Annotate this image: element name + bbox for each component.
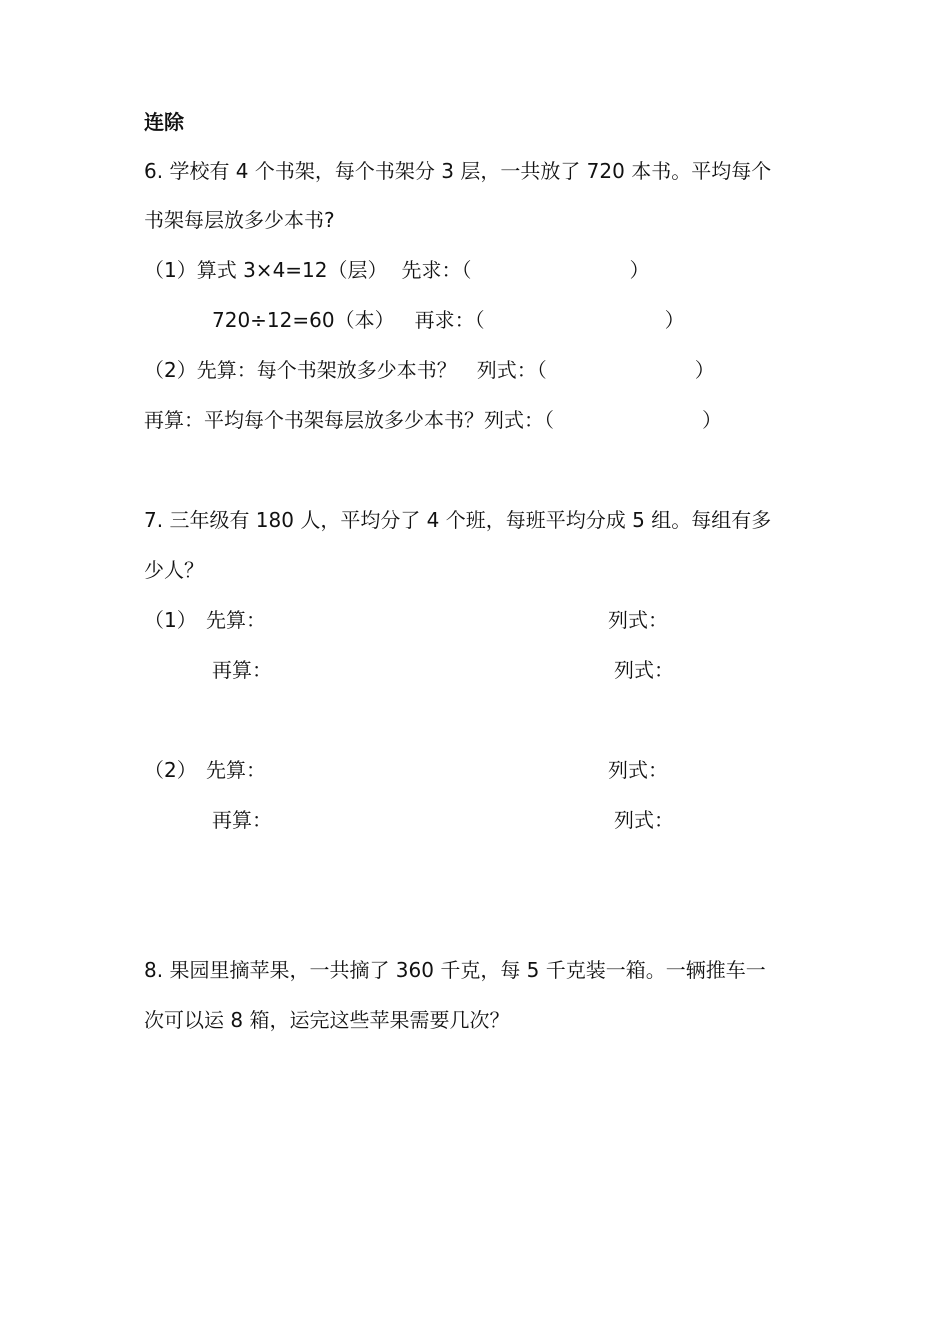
q8-text-line-1: 8. 果园里摘苹果，一共摘了 360 千克，每 5 千克装一箱。一辆推车一	[144, 958, 766, 982]
q6-method1-first-close: ）	[629, 258, 650, 282]
q6-method2-first-step	[144, 356, 715, 384]
q7-part2-first-label: 先算：	[206, 758, 266, 782]
q6-method1-formula: （1）算式 3×4=12（层）	[144, 258, 388, 282]
q6-method2-first-formula-label: 列式：（	[476, 358, 547, 382]
q6-method1-first-step	[144, 256, 650, 284]
q7-part1-then-label: 再算：	[212, 658, 272, 682]
q6-text-line-1: 6. 学校有 4 个书架，每个书架分 3 层，一共放了 720 本书。平均每个	[144, 159, 772, 183]
q7-part1-first-label: 先算：	[206, 608, 266, 632]
q6-method1-second-step	[212, 306, 685, 334]
q7-part1-label: （1）	[144, 608, 197, 632]
q7-part1-then-formula-label: 列式：	[614, 658, 674, 682]
q7-part2-then-formula-label: 列式：	[614, 808, 674, 832]
q7-part2-first-formula-label: 列式：	[608, 758, 668, 782]
q7-text-line-1: 7. 三年级有 180 人，平均分了 4 个班，每班平均分成 5 组。每组有多	[144, 508, 772, 532]
q6-method1-first-label: 先求：（	[401, 258, 472, 282]
q7-part2-label: （2）	[144, 758, 197, 782]
q8-text-line-2: 次可以运 8 箱，运完这些苹果需要几次？	[144, 1008, 510, 1032]
q6-method1-second-close: ）	[664, 308, 685, 332]
q6-method2-second-step	[144, 406, 722, 434]
q6-method2-second-close: ）	[702, 408, 722, 432]
q7-part2-then-label: 再算：	[212, 808, 272, 832]
q6-method1-second-formula: 720÷12=60（本）	[212, 308, 395, 332]
section-title: 连除	[144, 110, 184, 134]
q7-part1-first-formula-label: 列式：	[608, 608, 668, 632]
q6-method2-second-text: 再算：平均每个书架每层放多少本书？列式：（	[144, 408, 554, 432]
q6-method1-second-label: 再求：（	[414, 308, 485, 332]
q6-text-line-2: 书架每层放多少本书?	[144, 208, 335, 232]
q7-text-line-2: 少人？	[144, 558, 204, 582]
q6-method2-first-close: ）	[694, 358, 715, 382]
q6-method2-first-text: （2）先算：每个书架放多少本书？	[144, 358, 457, 382]
